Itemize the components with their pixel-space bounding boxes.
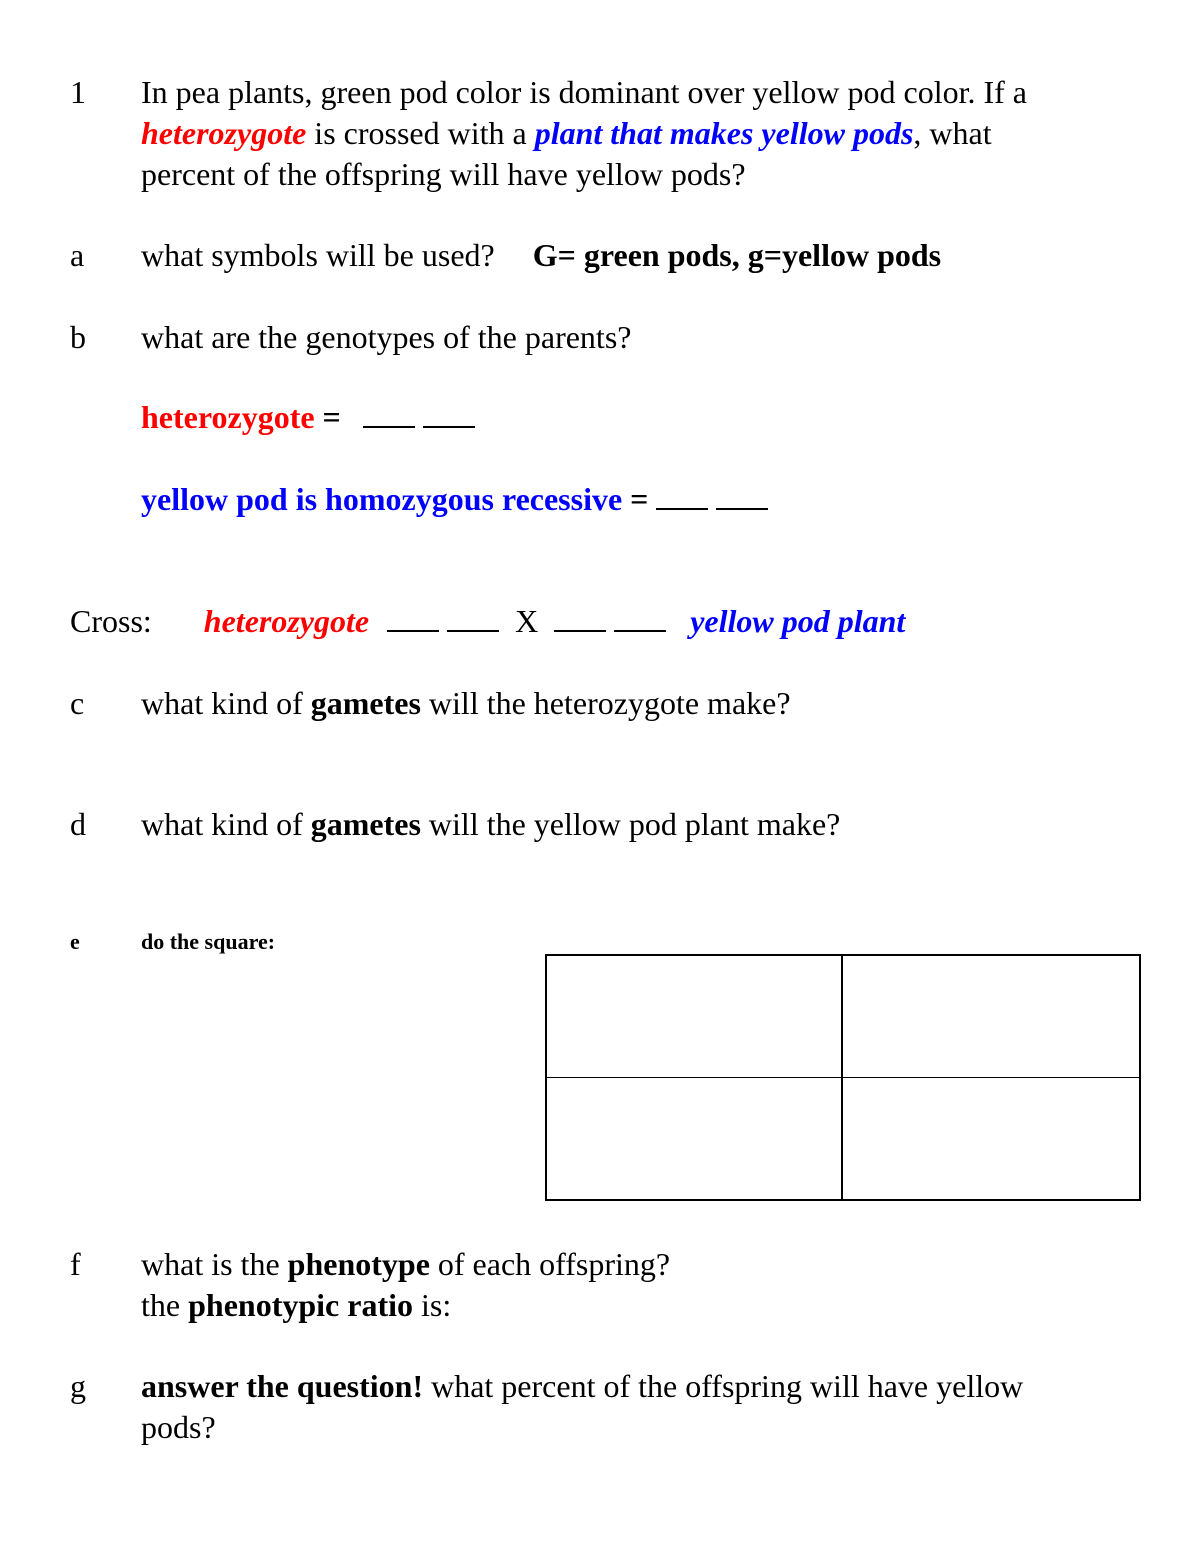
gametes-term: gametes — [310, 806, 421, 842]
part-label-b: b — [70, 319, 86, 355]
part-a-question: what symbols will be used? — [141, 237, 495, 273]
blank-allele-1[interactable] — [554, 629, 606, 632]
part-d-question — [141, 804, 840, 845]
blank-allele-2[interactable] — [447, 629, 499, 632]
punnett-square — [545, 954, 1141, 1201]
heterozygote-term: heterozygote — [141, 115, 307, 151]
blank-allele-2[interactable] — [614, 629, 666, 632]
blank-allele-1[interactable] — [656, 507, 708, 510]
part-g-line-2: pods? — [141, 1409, 216, 1445]
blank-allele-1[interactable] — [387, 629, 439, 632]
question-text: will the yellow pod plant make? — [420, 806, 841, 842]
question-line-2 — [141, 113, 992, 154]
punnett-cell[interactable] — [547, 1078, 843, 1200]
part-e-instruction: do the square: — [141, 929, 276, 954]
question-line-1: In pea plants, green pod color is dominant over yellow pod color. If a — [141, 74, 1027, 110]
yellow-genotype-line — [141, 479, 768, 520]
question-number: 1 — [70, 74, 86, 110]
punnett-cell[interactable] — [547, 956, 843, 1078]
cross-line — [70, 601, 905, 642]
question-text: , what — [913, 115, 992, 151]
part-f-line-1 — [141, 1244, 670, 1285]
part-label-f: f — [70, 1246, 81, 1282]
question-text: of each offspring? — [429, 1246, 671, 1282]
cross-symbol: X — [515, 603, 539, 639]
phenotypic-ratio-term: phenotypic ratio — [188, 1287, 413, 1323]
symbols-answer: G= green pods, g=yellow pods — [532, 237, 942, 273]
equals-sign: = — [314, 399, 349, 435]
question-text: is: — [412, 1287, 452, 1323]
cross-yellow-plant: yellow pod plant — [690, 603, 906, 639]
part-label-e: e — [70, 929, 80, 954]
answer-the-question-term: answer the question! — [141, 1368, 424, 1404]
question-line-3: percent of the offspring will have yellow pods? — [141, 156, 746, 192]
part-b-question: what are the genotypes of the parents? — [141, 319, 632, 355]
heterozygote-label: heterozygote — [141, 399, 315, 435]
cross-heterozygote: heterozygote — [203, 603, 370, 639]
heterozygote-genotype-line — [141, 397, 475, 438]
question-text: is crossed with a — [306, 115, 535, 151]
part-label-d: d — [70, 806, 86, 842]
blank-allele-2[interactable] — [716, 507, 768, 510]
blank-allele-1[interactable] — [363, 425, 415, 428]
question-text: what kind of — [141, 685, 311, 721]
part-a — [141, 235, 941, 276]
yellow-homozygous-label: yellow pod is homozygous recessive — [141, 481, 623, 517]
equals-sign: = — [622, 481, 657, 517]
punnett-cell[interactable] — [843, 956, 1139, 1078]
blank-allele-2[interactable] — [423, 425, 475, 428]
part-g-line-1 — [141, 1366, 1023, 1407]
question-text: what is the — [141, 1246, 288, 1282]
part-label-a: a — [70, 237, 85, 273]
part-c-question — [141, 683, 791, 724]
question-text: what percent of the offspring will have yellow — [423, 1368, 1024, 1404]
yellow-plant-term: plant that makes yellow pods — [534, 115, 914, 151]
question-text: will the heterozygote make? — [420, 685, 791, 721]
question-text: the — [141, 1287, 189, 1323]
part-f-line-2 — [141, 1285, 451, 1326]
gametes-term: gametes — [310, 685, 421, 721]
question-text: what kind of — [141, 806, 311, 842]
cross-label: Cross: — [70, 603, 152, 639]
part-label-g: g — [70, 1368, 86, 1404]
punnett-cell[interactable] — [843, 1078, 1139, 1200]
phenotype-term: phenotype — [287, 1246, 430, 1282]
part-label-c: c — [70, 685, 85, 721]
